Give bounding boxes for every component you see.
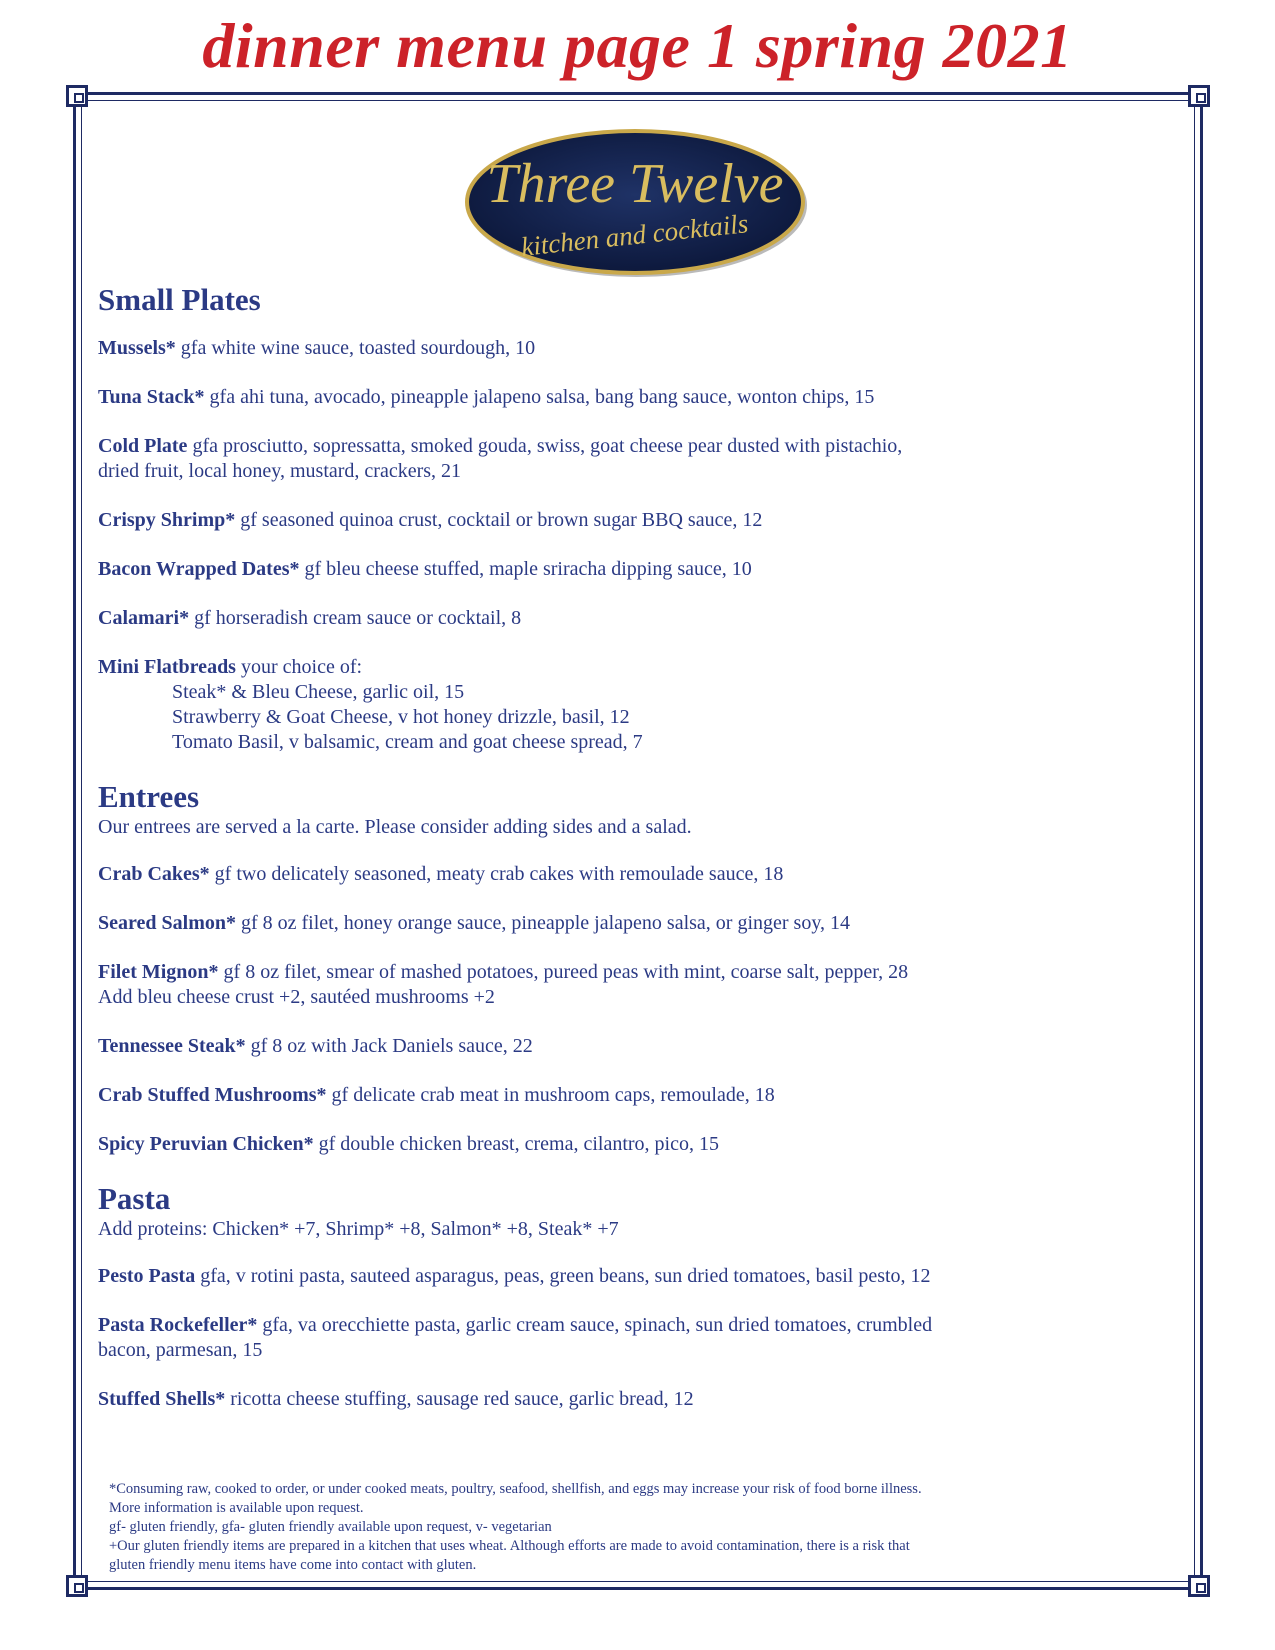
menu-item-description: your choice of:: [235, 656, 363, 678]
menu-item-description-cont: dried fruit, local honey, mustard, crackers, 21: [98, 460, 462, 482]
logo-tagline: kitchen and cocktails: [519, 208, 750, 262]
menu-item-name: Crab Cakes*: [98, 863, 210, 885]
menu-item: [98, 655, 1178, 755]
menu-item-name: Pasta Rockefeller*: [98, 1314, 258, 1336]
restaurant-logo: [463, 126, 811, 280]
border-corner-ornament: [1188, 1575, 1210, 1597]
section-title: Entrees: [98, 779, 200, 814]
menu-item: [98, 1313, 1178, 1363]
menu-item-description: ricotta cheese stuffing, sausage red sauce, garlic bread, 12: [225, 1388, 694, 1410]
menu-item-description-cont: Add bleu cheese crust +2, sautéed mushrooms +2: [98, 986, 495, 1008]
section-title: Pasta: [98, 1181, 171, 1216]
menu-item-description: gf 8 oz filet, honey orange sauce, pineapple jalapeno salsa, or ginger soy, 14: [235, 912, 851, 934]
menu-item-description: gfa white wine sauce, toasted sourdough, 10: [175, 337, 536, 359]
menu-item-name: Crispy Shrimp*: [98, 509, 236, 531]
menu-item-choice: Steak* & Bleu Cheese, garlic oil, 15: [172, 681, 465, 703]
menu-item-name: Cold Plate: [98, 435, 188, 457]
menu-item-choice: Tomato Basil, v balsamic, cream and goat cheese spread, 7: [172, 731, 643, 753]
menu-item: [98, 1387, 1178, 1412]
menu-item: [98, 862, 1178, 887]
footnote-line: +Our gluten friendly items are prepared in a kitchen that uses wheat. Although efforts are made to avoid contamination, there is a risk that: [109, 1538, 910, 1554]
menu-item-description: gf seasoned quinoa crust, cocktail or brown sugar BBQ sauce, 12: [235, 509, 763, 531]
menu-item-name: Bacon Wrapped Dates*: [98, 558, 300, 580]
menu-item: [98, 1132, 1178, 1157]
menu-item-name: Tennessee Steak*: [98, 1035, 246, 1057]
menu-footnotes: [109, 1480, 1184, 1575]
menu-content: [98, 282, 1178, 1436]
menu-item: [98, 1034, 1178, 1059]
menu-item-name: Crab Stuffed Mushrooms*: [98, 1084, 327, 1106]
section-note: Our entrees are served a la carte. Please consider adding sides and a salad.: [98, 816, 692, 838]
menu-item: [98, 1083, 1178, 1108]
logo-name: Three Twelve: [486, 153, 784, 215]
footnote-line: gf- gluten friendly, gfa- gluten friendly available upon request, v- vegetarian: [109, 1519, 552, 1535]
menu-item: [98, 385, 1178, 410]
menu-item-description: gf 8 oz filet, smear of mashed potatoes, pureed peas with mint, coarse salt, pepper, 28: [218, 961, 909, 983]
menu-item-choice: Strawberry & Goat Cheese, v hot honey drizzle, basil, 12: [172, 706, 630, 728]
menu-item-description: gfa, va orecchiette pasta, garlic cream sauce, spinach, sun dried tomatoes, crumbled: [257, 1314, 933, 1336]
menu-item-description: gf delicate crab meat in mushroom caps, remoulade, 18: [326, 1084, 775, 1106]
menu-item-name: Mussels*: [98, 337, 176, 359]
menu-item: [98, 557, 1178, 582]
menu-item: [98, 434, 1178, 484]
border-corner-ornament: [66, 1575, 88, 1597]
menu-item-name: Seared Salmon*: [98, 912, 236, 934]
menu-item-description: gf double chicken breast, crema, cilantro, pico, 15: [313, 1133, 719, 1155]
menu-item-description-cont: bacon, parmesan, 15: [98, 1339, 263, 1361]
menu-item: [98, 960, 1178, 1010]
menu-item-name: Mini Flatbreads: [98, 656, 236, 678]
menu-item-description: gf bleu cheese stuffed, maple sriracha dipping sauce, 10: [299, 558, 752, 580]
section-pasta: [98, 1181, 1178, 1412]
menu-item-name: Calamari*: [98, 607, 190, 629]
footnote-line: gluten friendly menu items have come into contact with gluten.: [109, 1557, 477, 1573]
menu-item-description: gf 8 oz with Jack Daniels sauce, 22: [245, 1035, 533, 1057]
menu-item-name: Filet Mignon*: [98, 961, 219, 983]
menu-item-description: gf horseradish cream sauce or cocktail, 8: [189, 607, 522, 629]
footnote-line: *Consuming raw, cooked to order, or under cooked meats, poultry, seafood, shellfish, and eggs may increase your risk of food borne illness.: [109, 1481, 922, 1497]
section-small-plates: [98, 282, 1178, 755]
section-entrees: [98, 779, 1178, 1157]
section-note: Add proteins: Chicken* +7, Shrimp* +8, Salmon* +8, Steak* +7: [98, 1218, 619, 1240]
menu-item: [98, 911, 1178, 936]
menu-item-name: Spicy Peruvian Chicken*: [98, 1133, 314, 1155]
menu-item-description: gfa ahi tuna, avocado, pineapple jalapeno salsa, bang bang sauce, wonton chips, 15: [204, 386, 875, 408]
menu-item-name: Tuna Stack*: [98, 386, 205, 408]
menu-item: [98, 336, 1178, 361]
border-corner-ornament: [66, 85, 88, 107]
menu-item-name: Stuffed Shells*: [98, 1388, 226, 1410]
page-title: dinner menu page 1 spring 2021: [202, 10, 1073, 81]
menu-item-description: gf two delicately seasoned, meaty crab cakes with remoulade sauce, 18: [209, 863, 784, 885]
footnote-line: More information is available upon request.: [109, 1500, 364, 1516]
menu-item-description: gfa, v rotini pasta, sauteed asparagus, peas, green beans, sun dried tomatoes, basil pesto, 12: [195, 1265, 931, 1287]
menu-item: [98, 508, 1178, 533]
border-corner-ornament: [1188, 85, 1210, 107]
menu-item: [98, 1264, 1178, 1289]
menu-item: [98, 606, 1178, 631]
menu-item-name: Pesto Pasta: [98, 1265, 196, 1287]
menu-item-description: gfa prosciutto, sopressatta, smoked gouda, swiss, goat cheese pear dusted with pistachio,: [187, 435, 903, 457]
section-title: Small Plates: [98, 282, 261, 317]
